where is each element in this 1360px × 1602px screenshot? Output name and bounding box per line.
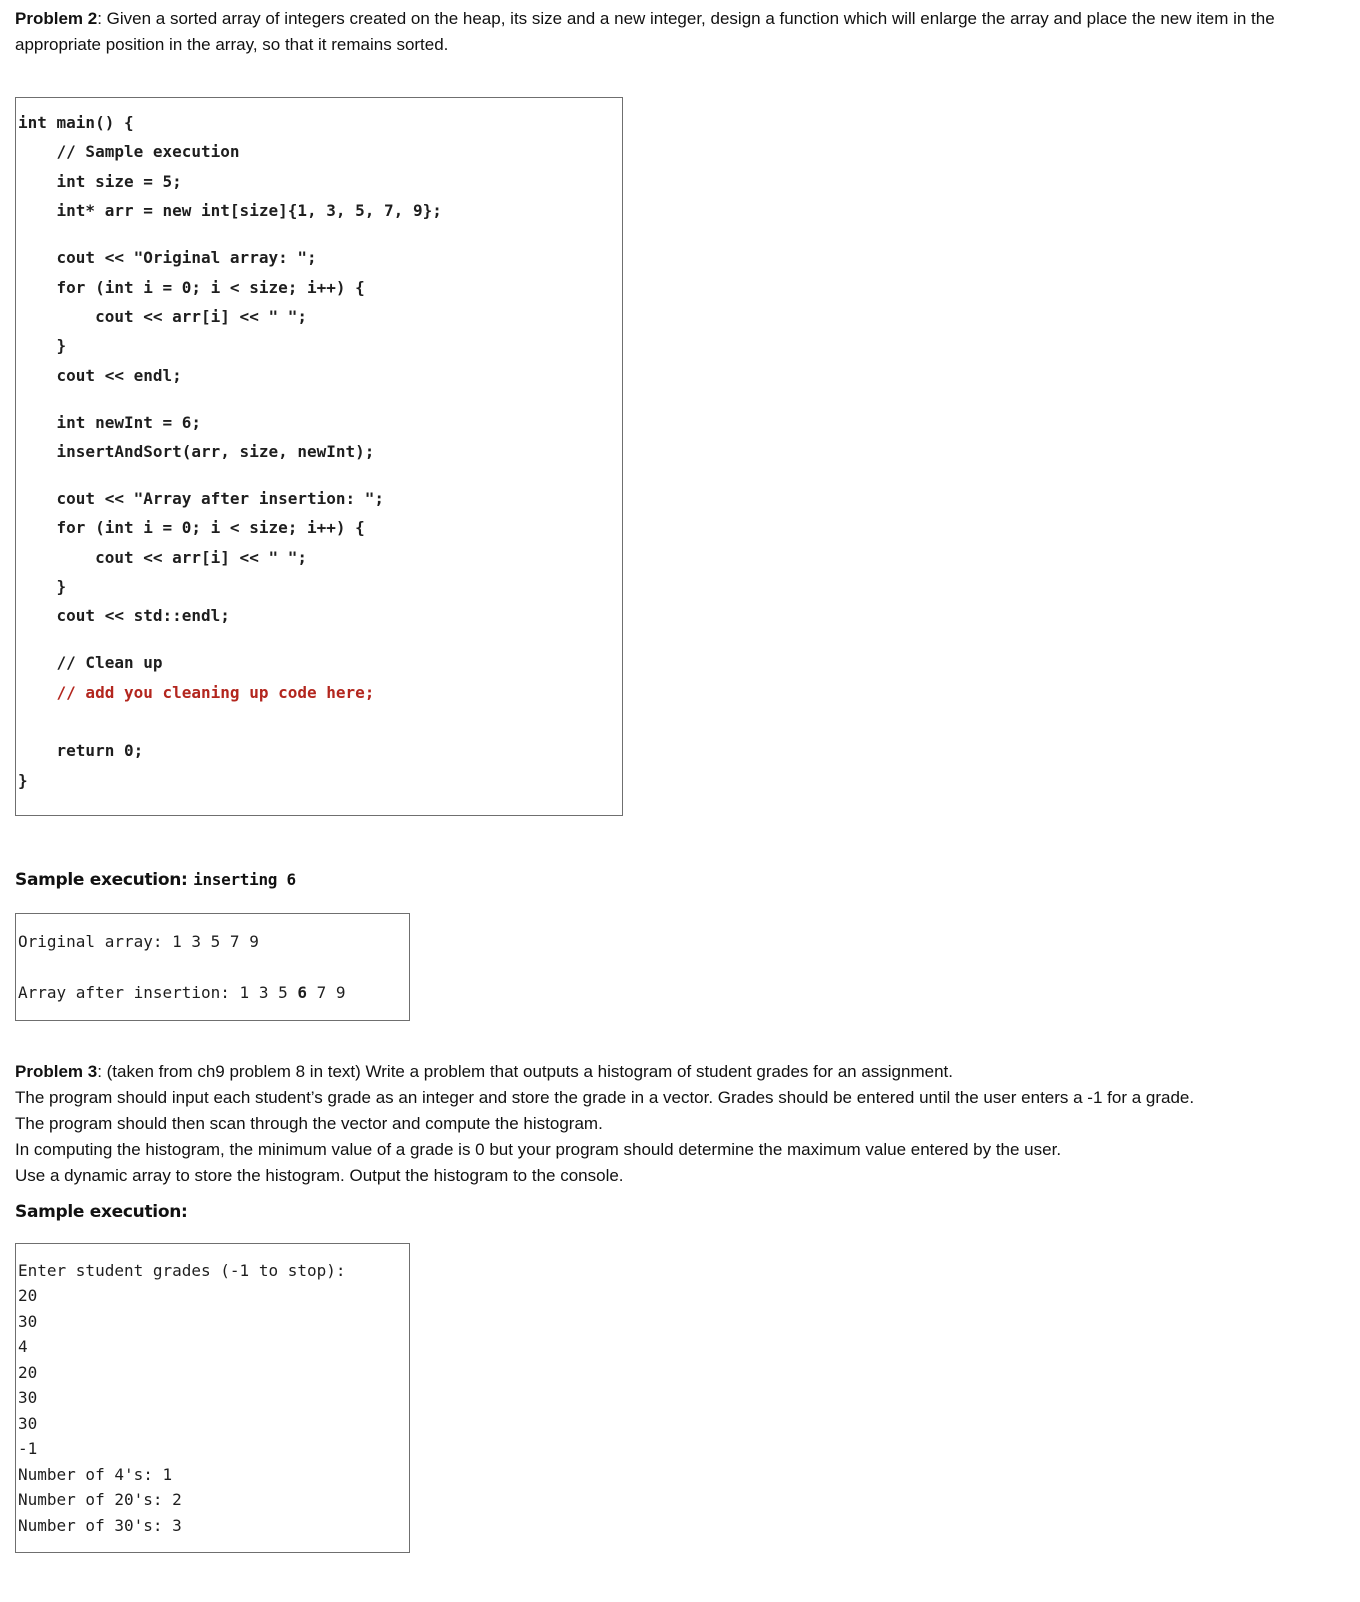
- sample-heading-code: inserting 6: [193, 870, 296, 889]
- code-line: for (int i = 0; i < size; i++) {: [18, 278, 365, 297]
- code-line: }: [18, 771, 28, 790]
- problem-3-line: Use a dynamic array to store the histogram. Output the histogram to the console.: [15, 1166, 624, 1185]
- problem-2-statement: [15, 6, 1348, 58]
- problem-3-statement: [15, 1059, 1348, 1189]
- problem-3-line: The program should input each student’s grade as an integer and store the grade in a vector. Grades should be entered until the user enters a -1 for a grade.: [15, 1088, 1195, 1107]
- problem-3-label: Problem 3: [15, 1062, 98, 1081]
- output-line: 20: [18, 1363, 38, 1382]
- sample-heading-text: Sample execution:: [15, 870, 194, 890]
- problem-2-text: : Given a sorted array of integers created on the heap, its size and a new integer, design a function which will enlarge the array and place the new item in the appropriate position in the array, so that it remains sorted.: [15, 9, 1275, 54]
- code-box: [15, 97, 623, 816]
- problem-3-line: [15, 1059, 1348, 1085]
- output-line: Number of 20's: 2: [18, 1490, 182, 1509]
- problem-3-sample-heading: Sample execution:: [15, 1202, 188, 1222]
- output-suffix: 7 9: [307, 983, 346, 1002]
- code-line: cout << "Original array: ";: [18, 248, 317, 267]
- output-prefix: Array after insertion: 1 3 5: [18, 983, 298, 1002]
- output-line: 30: [18, 1414, 38, 1433]
- code-line: return 0;: [18, 741, 144, 760]
- code-line: cout << "Array after insertion: ";: [18, 489, 385, 508]
- code-line: cout << arr[i] << " ";: [18, 548, 307, 567]
- code-line: int newInt = 6;: [18, 413, 202, 432]
- code-line: }: [18, 336, 67, 355]
- code-line: // Sample execution: [18, 142, 240, 161]
- output-line: Enter student grades (-1 to stop):: [18, 1261, 346, 1280]
- problem-3-line: In computing the histogram, the minimum value of a grade is 0 but your program should determine the maximum value entered by the user.: [15, 1140, 1062, 1159]
- output-line: -1: [18, 1439, 38, 1458]
- code-line: // Clean up: [18, 653, 163, 672]
- output-line: 30: [18, 1388, 38, 1407]
- problem-3-output-box: [15, 1243, 410, 1553]
- code-line: insertAndSort(arr, size, newInt);: [18, 442, 375, 461]
- output-line: Original array: 1 3 5 7 9: [18, 932, 259, 951]
- problem-2-sample-heading: [15, 870, 296, 890]
- problem-3-text: : (taken from ch9 problem 8 in text) Write a problem that outputs a histogram of student grades for an assignment.: [97, 1062, 953, 1081]
- code-line: cout << arr[i] << " ";: [18, 307, 307, 326]
- code-line-todo-comment: // add you cleaning up code here;: [18, 683, 375, 702]
- problem-3-line: The program should then scan through the vector and compute the histogram.: [15, 1114, 603, 1133]
- problem-2-output-box: [15, 913, 410, 1021]
- code-line: int* arr = new int[size]{1, 3, 5, 7, 9};: [18, 201, 442, 220]
- output-line: 4: [18, 1337, 28, 1356]
- inserted-value: 6: [297, 983, 307, 1002]
- output-line: Number of 4's: 1: [18, 1465, 173, 1484]
- code-listing: [18, 98, 442, 790]
- code-line: }: [18, 577, 67, 596]
- code-line: int size = 5;: [18, 172, 182, 191]
- output-line: 30: [18, 1312, 38, 1331]
- code-line: cout << std::endl;: [18, 606, 230, 625]
- code-line: cout << endl;: [18, 366, 182, 385]
- output-line: Number of 30's: 3: [18, 1516, 182, 1535]
- output-line: 20: [18, 1286, 38, 1305]
- code-line: for (int i = 0; i < size; i++) {: [18, 518, 365, 537]
- code-line: int main() {: [18, 113, 134, 132]
- problem-2-label: Problem 2: [15, 9, 98, 28]
- output-line: [18, 983, 346, 1002]
